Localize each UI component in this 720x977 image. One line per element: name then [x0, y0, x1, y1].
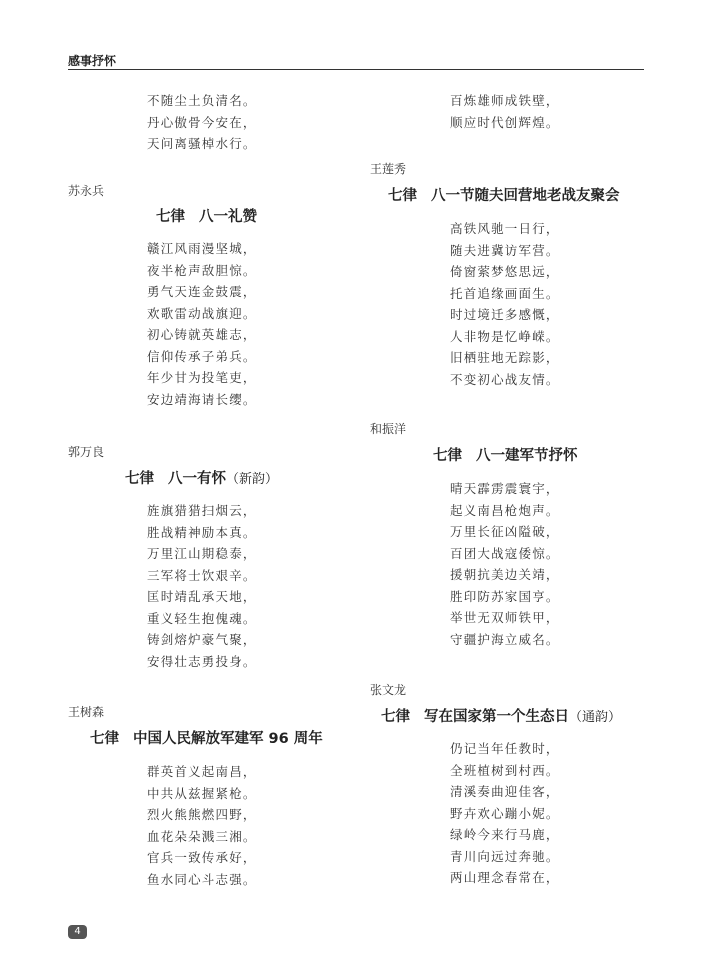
poem-line: 野卉欢心蹦小妮。	[450, 805, 560, 821]
poem-line: 万里长征凶隘破，	[450, 524, 560, 539]
poem-line: 两山理念春常在，	[450, 870, 560, 885]
poem-body	[450, 738, 560, 889]
poem-title-text: 八一节随夫回营地老战友聚会	[431, 188, 620, 204]
poem-line: 援朝抗美边关靖，	[450, 567, 560, 582]
poem-line: 烈火熊熊燃四野，	[147, 807, 257, 822]
poem-body	[450, 218, 560, 390]
poem-line: 倚窗萦梦悠思远，	[450, 264, 560, 279]
poem-title	[90, 727, 323, 748]
poem-line: 群英首义起南昌，	[147, 764, 257, 779]
poem-line: 高铁风驰一日行，	[450, 221, 560, 236]
poem-line: 血花朵朵溅三湘。	[147, 828, 257, 844]
poem-line: 匡时靖乱承天地，	[147, 589, 257, 604]
poem-line: 年少甘为投笔吏，	[147, 370, 257, 385]
poem-title	[156, 205, 257, 226]
poem-line: 中共从兹握紧枪。	[147, 785, 257, 801]
poem-title-text: 八一有怀	[168, 471, 226, 487]
poem-line: 仍记当年任教时，	[450, 741, 560, 756]
poem-line: 安得壮志勇投身。	[147, 653, 257, 669]
poem-form: 七律	[433, 448, 462, 464]
poem-line: 晴天霹雳震寰宇，	[450, 481, 560, 496]
poem-line: 全班植树到村西。	[450, 762, 560, 778]
poem-author: 王树森	[68, 705, 105, 719]
header-divider	[68, 69, 644, 70]
poem-line: 旧栖驻地无踪影，	[450, 350, 560, 365]
poem-title	[125, 467, 278, 488]
poem-line: 初心铸就英雄志，	[147, 327, 257, 342]
poem-title-text: 八一礼赞	[199, 209, 257, 225]
right-intro-stanza	[450, 90, 560, 133]
poem-form: 七律	[388, 188, 417, 204]
poem-line: 起义南昌枪炮声。	[450, 502, 560, 518]
poem-author: 郭万良	[68, 445, 105, 459]
poem-line: 铸剑熔炉豪气聚，	[147, 632, 257, 647]
poem-title-text: 八一建军节抒怀	[476, 448, 578, 464]
poem-body	[450, 478, 560, 650]
poem-line: 夜半枪声敌胆惊。	[147, 262, 257, 278]
poem-author: 和振洋	[370, 422, 407, 436]
poem-author: 苏永兵	[68, 184, 105, 198]
poem-line: 鱼水同心斗志强。	[147, 871, 257, 887]
poem-line: 胜战精神励本真。	[147, 524, 257, 540]
poem-title-text: 中国人民解放军建军 96 周年	[133, 731, 323, 747]
poem-line: 百炼雄师成铁壁，	[450, 93, 560, 108]
poem-line: 万里江山期稳泰，	[147, 546, 257, 561]
poem-line: 不变初心战友情。	[450, 371, 560, 387]
poem-form: 七律	[156, 209, 185, 225]
poem-line: 时过境迁多感慨，	[450, 307, 560, 322]
poem-line: 天问离骚棹水行。	[147, 136, 257, 151]
poem-title	[433, 444, 578, 465]
page-number: 4	[68, 925, 87, 939]
poem-line: 不随尘土负清名。	[147, 93, 257, 108]
poem-title	[388, 184, 620, 205]
poem-title-text: 写在国家第一个生态日	[424, 709, 569, 725]
left-intro-stanza	[147, 90, 257, 155]
poem-form: 七律	[381, 709, 410, 725]
poem-line: 丹心傲骨今安在，	[147, 114, 257, 130]
poem-author: 王莲秀	[370, 162, 407, 176]
poem-form: 七律	[125, 471, 154, 487]
poem-line: 旌旗猎猎扫烟云，	[147, 503, 257, 518]
poem-line: 顺应时代创辉煌。	[450, 114, 560, 130]
poem-line: 勇气天连金鼓震，	[147, 284, 257, 299]
poem-line: 胜印防苏家国亨。	[450, 588, 560, 604]
poem-note: （通韵）	[569, 710, 622, 725]
poem-line: 托首追缘画面生。	[450, 285, 560, 301]
poem-line: 绿岭今来行马鹿，	[450, 827, 560, 842]
poem-title	[381, 705, 621, 726]
poem-line: 信仰传承子弟兵。	[147, 348, 257, 364]
poem-line: 举世无双师铁甲，	[450, 610, 560, 625]
poem-line: 百团大战寇倭惊。	[450, 545, 560, 561]
poem-line: 随夫进冀访军营。	[450, 242, 560, 258]
poem-body	[147, 500, 257, 672]
poem-body	[147, 761, 257, 890]
poem-line: 人非物是忆峥嵘。	[450, 328, 560, 344]
poem-line: 重义轻生抱傀魂。	[147, 610, 257, 626]
poem-line: 安边靖海请长缨。	[147, 391, 257, 407]
section-title: 感事抒怀	[68, 54, 117, 68]
poem-line: 青川向远过奔驰。	[450, 848, 560, 864]
poem-author: 张文龙	[370, 683, 407, 697]
poem-line: 赣江风雨漫坚城，	[147, 241, 257, 256]
poem-form: 七律	[90, 731, 119, 747]
poem-body	[147, 238, 257, 410]
poem-line: 欢歌雷动战旗迎。	[147, 305, 257, 321]
poem-line: 官兵一致传承好，	[147, 850, 257, 865]
poem-line: 清溪奏曲迎佳客，	[450, 784, 560, 799]
poem-note: （新韵）	[226, 472, 279, 487]
poem-line: 三军将士饮艰辛。	[147, 567, 257, 583]
poem-line: 守疆护海立威名。	[450, 631, 560, 647]
